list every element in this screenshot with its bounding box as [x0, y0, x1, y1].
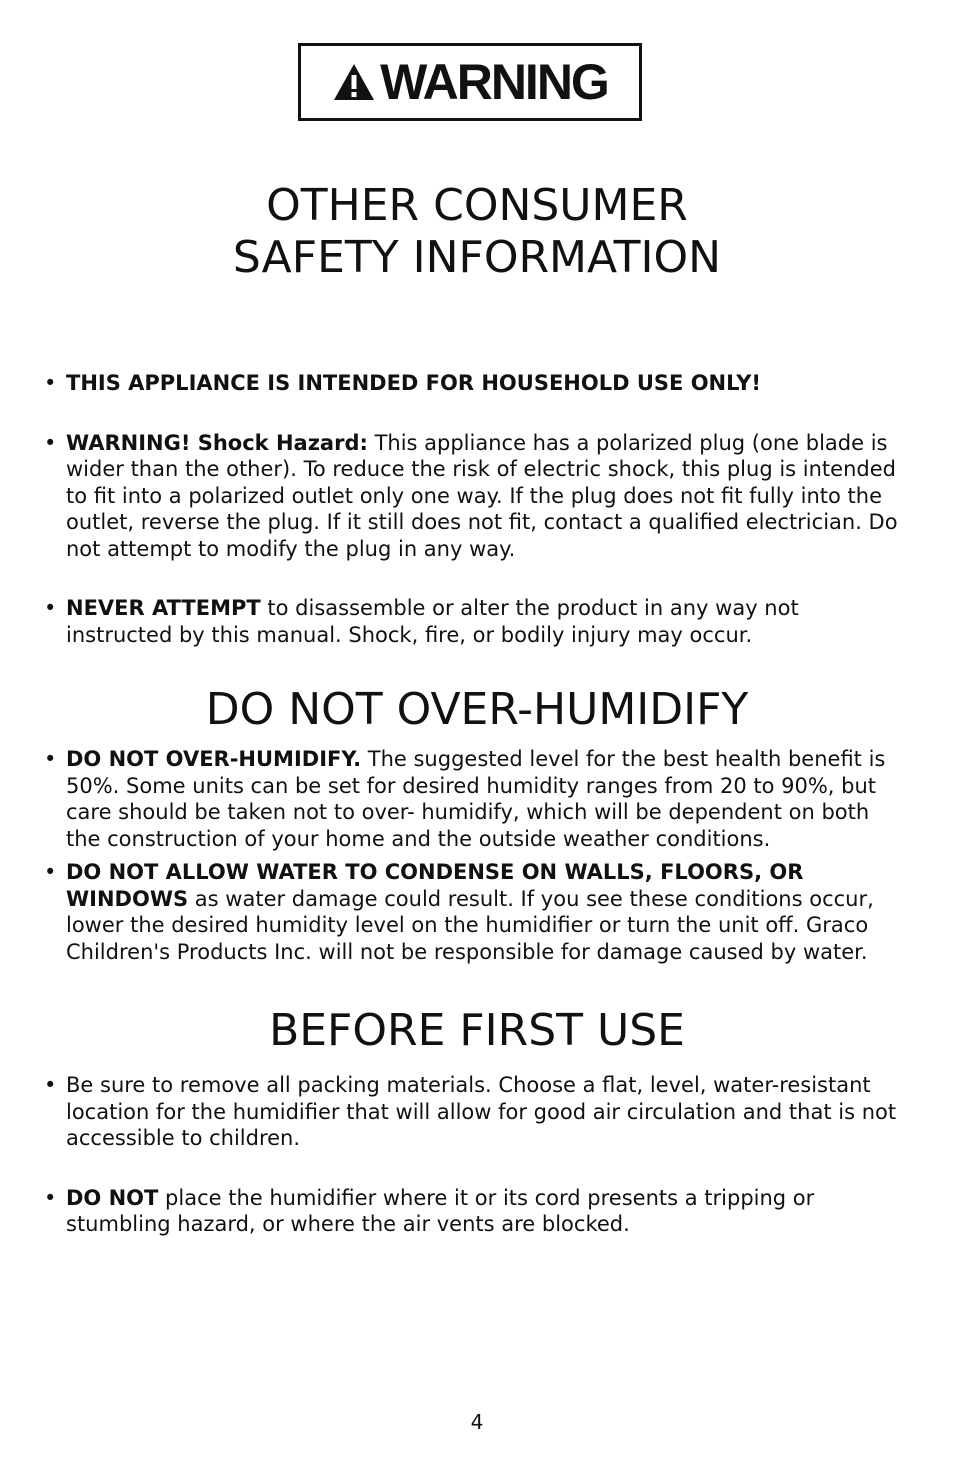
list-item	[44, 430, 906, 563]
bullet-icon: •	[44, 430, 57, 455]
item-text: This appliance has a polarized plug (one blade is wider than the other). To reduce the risk of electric shock, this plug is intended to fit into a polarized outlet only one way. If the plug does not fit fully into the outlet, reverse the plug. If it still does not fit, contact a qualified electrician. Do not attempt to modify the plug in any way.	[66, 430, 898, 561]
title-line: BEFORE FIRST USE	[269, 1005, 685, 1056]
title-line: SAFETY INFORMATION	[232, 232, 722, 283]
item-bold-text: DO NOT	[66, 1185, 159, 1210]
list-item	[44, 746, 906, 852]
list-item	[44, 1072, 906, 1152]
list-item	[44, 370, 906, 397]
item-bold-text: WARNING! Shock Hazard:	[66, 430, 368, 455]
title-line: DO NOT OVER-HUMIDIFY	[205, 684, 749, 735]
warning-triangle-icon	[332, 62, 376, 102]
bullet-icon: •	[44, 1185, 57, 1210]
safety-information-list	[44, 370, 906, 648]
list-item	[44, 859, 906, 965]
item-text: to disassemble or alter the product in any way not instructed by this manual. Shock, fire, or bodily injury may occur.	[66, 596, 799, 647]
item-text: place the humidifier where it or its cord presents a tripping or stumbling hazard, or where the air vents are blocked.	[66, 1185, 815, 1236]
item-bold-text: DO NOT ALLOW WATER TO CONDENSE ON WALLS, FLOORS, OR WINDOWS	[66, 860, 804, 911]
item-text: The suggested level for the best health benefit is 50%. Some units can be set for desired humidity ranges from 20 to 90%, but care should be taken not to over- humidify, which will be dependent on both the construction of your home and the outside weather conditions.	[66, 747, 886, 851]
item-bold-text: NEVER ATTEMPT	[66, 596, 261, 620]
page-number: 4	[470, 1410, 484, 1434]
over-humidify-list	[44, 746, 906, 965]
section-title-do-not-over-humidify	[0, 684, 954, 736]
before-first-use-list	[44, 1072, 906, 1238]
bullet-icon: •	[44, 371, 57, 395]
list-item	[44, 1185, 906, 1238]
bullet-icon: •	[44, 1073, 57, 1097]
item-bold-text: THIS APPLIANCE IS INTENDED FOR HOUSEHOLD USE ONLY!	[66, 371, 762, 395]
item-text: as water damage could result. If you see these conditions occur, lower the desired humidity level on the humidifier or turn the unit off. Graco Children's Products Inc. will not be responsible for damage caused by water.	[66, 886, 874, 964]
list-item	[44, 595, 906, 648]
bullet-icon: •	[44, 747, 57, 771]
section-title-before-first-use	[0, 1005, 954, 1057]
bullet-icon: •	[44, 596, 57, 620]
title-line: OTHER CONSUMER	[266, 180, 688, 231]
bullet-icon: •	[44, 860, 57, 884]
item-text: Be sure to remove all packing materials. Choose a flat, level, water-resistant location for the humidifier that will allow for good air circulation and that is not accessible to children.	[66, 1073, 897, 1150]
warning-banner	[298, 43, 642, 121]
section-title-safety-information	[0, 180, 954, 284]
item-bold-text: DO NOT OVER-HUMIDIFY.	[66, 747, 362, 771]
warning-label: WARNING	[380, 54, 608, 110]
